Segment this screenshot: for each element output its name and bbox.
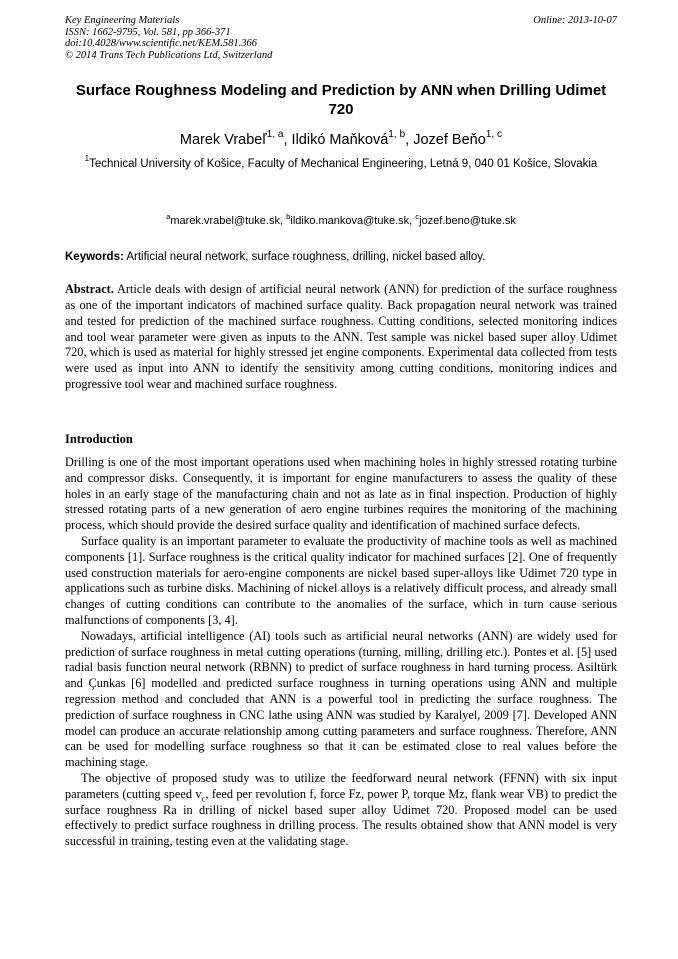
affiliation	[65, 156, 617, 173]
journal-name: Key Engineering Materials	[65, 15, 180, 26]
online-date: Online: 2013-10-07	[533, 15, 617, 26]
paragraph: Nowadays, artificial intelligence (AI) tools such as artificial neural networks (ANN) are widely used for prediction of surface roughness in metal cutting operations (turning, milling, drilling etc.). Pontes et al. [5] used radial basis function neural network (RBNN) to predict of surface roughness in hard turning process. Asiltürk and Çunkas [6] modelled and predicted surface roughness in turning operations using ANN and multiple regression method and concluded that ANN is a powerful tool in predicting the surface roughness. The prediction of surface roughness in CNC lathe using ANN was studied by Karalyel, 2009 [7]. Developed ANN model can produce an accurate relationship among cutting parameters and surface roughness. Therefore, ANN can be used for modelling surface roughness so that it can be estimated close to real values before the machining stage.	[65, 628, 617, 770]
author-name: Jozef Beňo	[413, 132, 486, 148]
email-superscript: a	[166, 211, 171, 221]
email-address[interactable]: ildiko.mankova@tuke.sk	[290, 215, 410, 227]
subscript: c	[201, 793, 206, 804]
paragraph-text: , feed per revolution f, force Fz, power P, torque Mz, flank wear VB) to predict the surface roughness Ra in drilling of nickel based super alloy Udimet 720. Proposed model can be used effectively to predict surface roughness in drilling process. The results obtained show that ANN model is very successful in training, testing even at the validating stage.	[65, 786, 617, 849]
author-name: Ildikó Maňková	[291, 132, 389, 148]
abstract-label: Abstract.	[65, 282, 114, 296]
paragraph: Surface quality is an important parameter to evaluate the productivity of machine tools as well as machined components [1]. Surface roughness is the critical quality indicator for machined surfaces [2]. One of frequently used construction materials for aero-engine components are nickel based super-alloys like Udimet 720 type in applications such as turbine disks. Machining of nickel alloys is a relatively difficult process, and already small changes of cutting conditions can contribute to the anomalies of the surface, which in turn cause serious malfunctions of components [3, 4].	[65, 533, 617, 627]
keywords	[65, 250, 617, 264]
paragraph-text: The objective of proposed study was to utilize the feedforward neural network (FFNN) with six input parameters (cutting speed v	[65, 770, 617, 801]
author-superscript: 1, a	[266, 129, 284, 141]
paper-title: Surface Roughness Modeling and Prediction by ANN when Drilling Udimet 720	[75, 82, 607, 118]
author-name: Marek Vrabeľ	[179, 132, 267, 148]
introduction-body	[65, 455, 617, 850]
affiliation-text: Technical University of Košice, Faculty of Mechanical Engineering, Letná 9, 040 01 Košice, Slovakia	[89, 158, 598, 170]
email-superscript: b	[286, 211, 291, 221]
author-superscript: 1, b	[388, 129, 406, 141]
abstract-text: Article deals with design of artificial neural network (ANN) for prediction of the surface roughness as one of the important indicators of machined surface quality. Back propagation neural network was trained and tested for prediction of the machined surface roughness. Cutting conditions, selected monitoring indices and tool wear parameter were given as inputs to the ANN. Test sample was nickel based super alloy Udimet 720, which is used as material for highly stressed jet engine components. Experimental data collected from tests were used as input into ANN to identify the sensitivity among cutting conditions, monitoring indices and progressive tool wear and machined surface roughness.	[65, 282, 617, 392]
copyright-line: © 2014 Trans Tech Publications Ltd, Switzerland	[65, 49, 273, 61]
paragraph: Drilling is one of the most important operations used when machining holes in highly stressed rotating turbine and compressor disks. Consequently, it is important for engine manufacturers to assess the quality of these holes in an early stage of the manufacturing chain and not as late as in final inspection. Production of highly stressed rotating parts of a new generation of aero engine turbines requires the monitoring of the machining process, which should provide the desired surface quality and identification of machined surface defects.	[65, 455, 617, 533]
paragraph	[65, 771, 617, 850]
abstract	[65, 282, 617, 393]
author-list: Marek Vrabeľ$^{1, a}$, Ildikó Maňková$^{1, b}$, Jozef Beňo$^{1, c}$	[179, 129, 503, 148]
journal-header	[65, 15, 617, 61]
keywords-text: Artificial neural network, surface roughness, drilling, nickel based alloy.	[126, 251, 486, 263]
email-address[interactable]: jozef.beno@tuke.sk	[419, 215, 516, 227]
section-heading-introduction: Introduction	[65, 432, 133, 446]
author-superscript: 1, c	[485, 129, 503, 141]
email-list: $^a$marek.vrabel@tuke.sk, $^b$ildiko.mankova@tuke.sk, $^c$jozef.beno@tuke.sk	[166, 211, 516, 227]
email-address[interactable]: marek.vrabel@tuke.sk	[170, 215, 280, 227]
issn-line: ISSN: 1662-9795, Vol. 581, pp 366-371	[65, 26, 231, 38]
affiliation-superscript: 1	[84, 154, 90, 164]
email-superscript: c	[415, 211, 420, 221]
doi-line[interactable]: doi:10.4028/www.scientific.net/KEM.581.366	[65, 38, 257, 49]
keywords-label: Keywords:	[65, 251, 124, 263]
